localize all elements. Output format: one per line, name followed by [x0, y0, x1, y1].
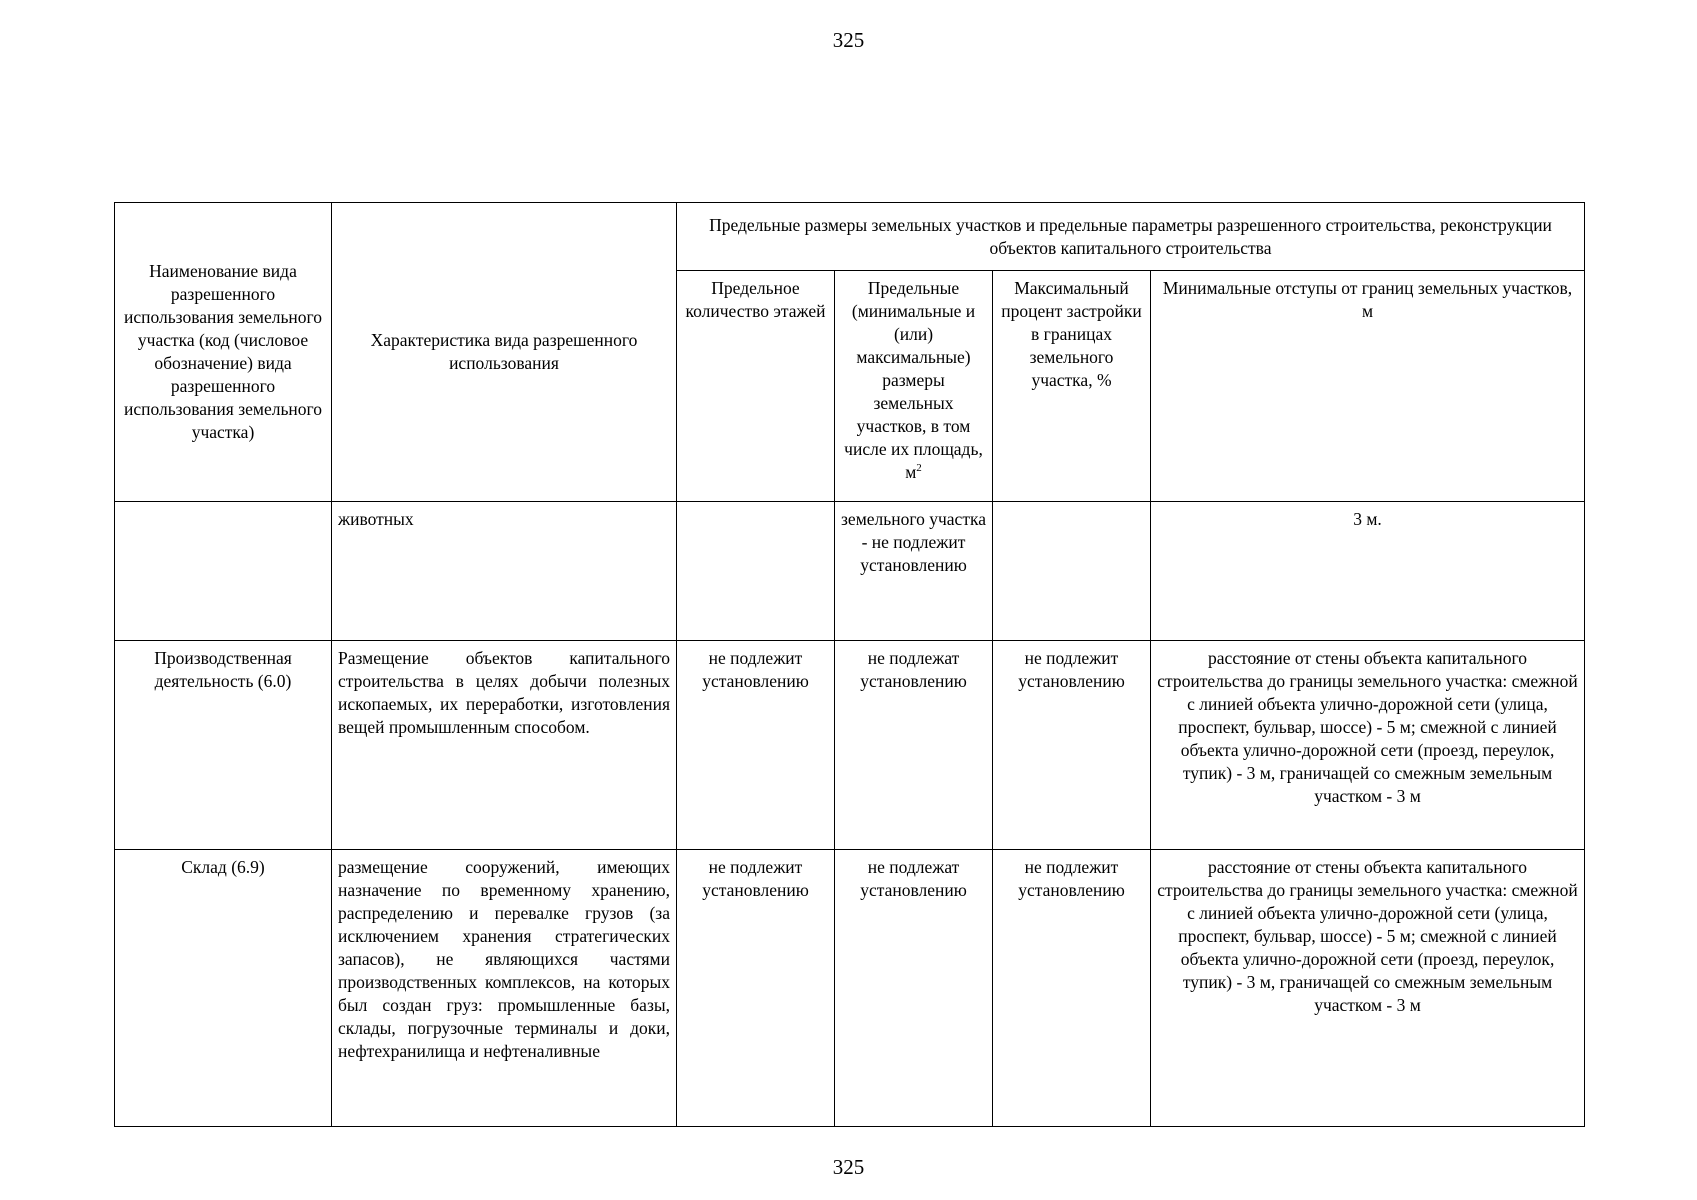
header-setbacks: Минимальные отступы от границ земельных участков, м [1151, 271, 1585, 502]
header-limits-group: Предельные размеры земельных участков и предельные параметры разрешенного строительства, реконструкции объектов капитального строительства [677, 203, 1585, 271]
cell-percent: не подлежит установлению [993, 850, 1151, 1127]
table-row [115, 850, 1585, 1127]
table-header-row [115, 203, 1585, 271]
cell-name: Производственная деятельность (6.0) [115, 641, 332, 850]
cell-floors [677, 502, 835, 641]
cell-characteristic: Размещение объектов капитального строительства в целях добычи полезных ископаемых, их переработки, изготовления вещей промышленным способом. [332, 641, 677, 850]
cell-setbacks: 3 м. [1151, 502, 1585, 641]
cell-characteristic: размещение сооружений, имеющих назначение по временному хранению, распределению и перевалке грузов (за исключением хранения стратегических запасов), не являющихся частями производственных комплексов, на которых был создан груз: промышленные базы, склады, погрузочные терминалы и доки, нефтехранилища и нефтеналивные [332, 850, 677, 1127]
page-number-bottom: 325 [832, 1155, 865, 1179]
cell-sizes: земельного участка - не подлежит установлению [835, 502, 993, 641]
cell-floors: не подлежит установлению [677, 850, 835, 1127]
header-sizes [835, 271, 993, 502]
cell-percent [993, 502, 1151, 641]
header-sizes-sup: 2 [916, 462, 922, 475]
cell-sizes: не подлежат установлению [835, 850, 993, 1127]
land-use-regulations-table [114, 202, 1585, 1127]
cell-setbacks: расстояние от стены объекта капитального строительства до границы земельного участка: смежной с линией объекта улично-дорожной сети (улица, проспект, бульвар, шоссе) - 5 м; смежной с линией объекта улично-дорожной сети (проезд, переулок, тупик) - 3 м, граничащей со смежным земельным участком - 3 м [1151, 850, 1585, 1127]
cell-floors: не подлежит установлению [677, 641, 835, 850]
header-percent: Максимальный процент застройки в границах земельного участка, % [993, 271, 1151, 502]
cell-name [115, 502, 332, 641]
cell-sizes: не подлежат установлению [835, 641, 993, 850]
cell-percent: не подлежит установлению [993, 641, 1151, 850]
header-sizes-text: Предельные (минимальные и (или) максимальные) размеры земельных участков, в том числе их площадь, м [844, 278, 983, 482]
cell-characteristic: животных [332, 502, 677, 641]
cell-name: Склад (6.9) [115, 850, 332, 1127]
page-number-top: 325 [832, 28, 865, 52]
table-row [115, 502, 1585, 641]
header-floors: Предельное количество этажей [677, 271, 835, 502]
header-characteristic: Характеристика вида разрешенного использования [332, 203, 677, 502]
header-name: Наименование вида разрешенного использования земельного участка (код (числовое обозначение) вида разрешенного использования земельного участка) [115, 203, 332, 502]
cell-setbacks: расстояние от стены объекта капитального строительства до границы земельного участка: смежной с линией объекта улично-дорожной сети (улица, проспект, бульвар, шоссе) - 5 м; смежной с линией объекта улично-дорожной сети (проезд, переулок, тупик) - 3 м, граничащей со смежным земельным участком - 3 м [1151, 641, 1585, 850]
table-row [115, 641, 1585, 850]
